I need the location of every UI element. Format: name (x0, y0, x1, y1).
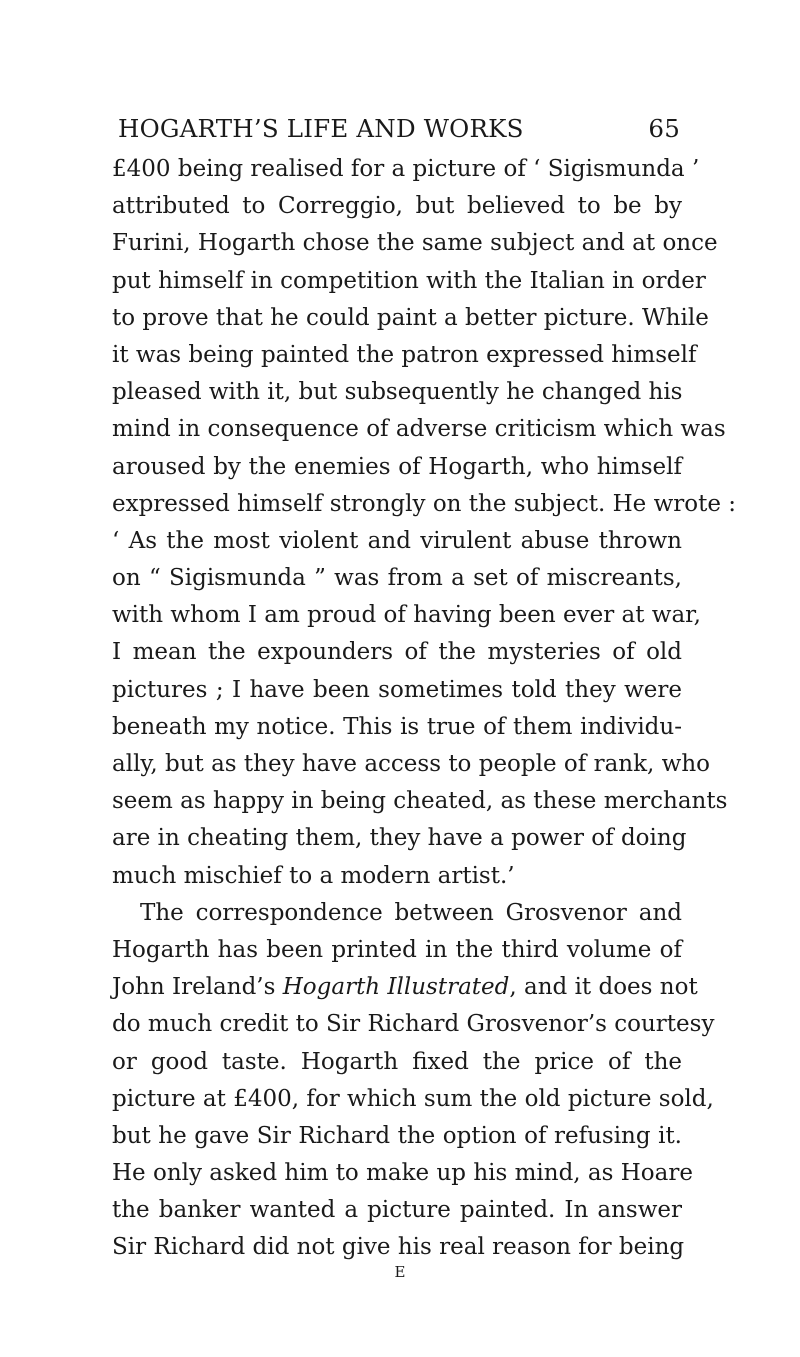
text-line (112, 969, 698, 1006)
text-line: ‘ As the most violent and virulent abuse thrown (112, 527, 682, 554)
text-line: Sir Richard did not give his real reason for being (112, 1234, 685, 1261)
running-title: HOGARTH’S LIFE AND WORKS (118, 114, 524, 143)
text-line-segment: John Ireland’s (112, 974, 283, 1001)
text-line: or good taste. Hogarth fixed the price of the (112, 1048, 682, 1075)
text-line: He only asked him to make up his mind, as Hoare (112, 1160, 693, 1187)
text-line: The correspondence between Grosvenor and (140, 899, 682, 926)
body-text (112, 151, 737, 1267)
text-line: pleased with it, but subsequently he changed his (112, 379, 683, 406)
text-line: Furini, Hogarth chose the same subject and at once (112, 230, 718, 257)
text-line: mind in consequence of adverse criticism which was (112, 416, 726, 443)
text-line: to prove that he could paint a better picture. While (112, 304, 709, 331)
text-line: I mean the expounders of the mysteries of old (112, 639, 682, 666)
text-line: £400 being realised for a picture of ‘ Sigismunda ’ (112, 156, 700, 182)
text-line: much mischief to a modern artist.’ (112, 862, 515, 889)
text-line: expressed himself strongly on the subject. He wrote : (112, 490, 737, 517)
text-line: aroused by the enemies of Hogarth, who himself (112, 453, 682, 480)
text-line: do much credit to Sir Richard Grosvenor’s courtesy (112, 1011, 715, 1038)
text-line: it was being painted the patron expressed himself (112, 341, 697, 368)
page-number: 65 (648, 114, 680, 143)
text-line: are in cheating them, they have a power of doing (112, 825, 687, 852)
text-line: put himself in competition with the Italian in order (112, 267, 706, 294)
text-line: attributed to Correggio, but believed to be by (112, 193, 682, 220)
text-line: with whom I am proud of having been ever at war, (112, 602, 701, 629)
text-line: on “ Sigismunda ” was from a set of miscreants, (112, 565, 682, 592)
text-line: Hogarth has been printed in the third volume of (112, 936, 682, 963)
signature-mark: E (394, 1263, 406, 1281)
text-line: pictures ; I have been sometimes told they were (112, 676, 682, 703)
text-line: seem as happy in being cheated, as these merchants (112, 788, 728, 815)
text-line: beneath my notice. This is true of them individu- (112, 713, 682, 740)
book-title-italic: Hogarth Illustrated (282, 974, 510, 1001)
text-line: the banker wanted a picture painted. In answer (112, 1197, 682, 1224)
running-head (118, 114, 680, 144)
text-line-segment: , and it does not (509, 974, 698, 1001)
text-line: picture at £400, for which sum the old picture sold, (112, 1085, 714, 1112)
text-line: but he gave Sir Richard the option of refusing it. (112, 1122, 682, 1149)
text-line: ally, but as they have access to people of rank, who (112, 751, 710, 777)
